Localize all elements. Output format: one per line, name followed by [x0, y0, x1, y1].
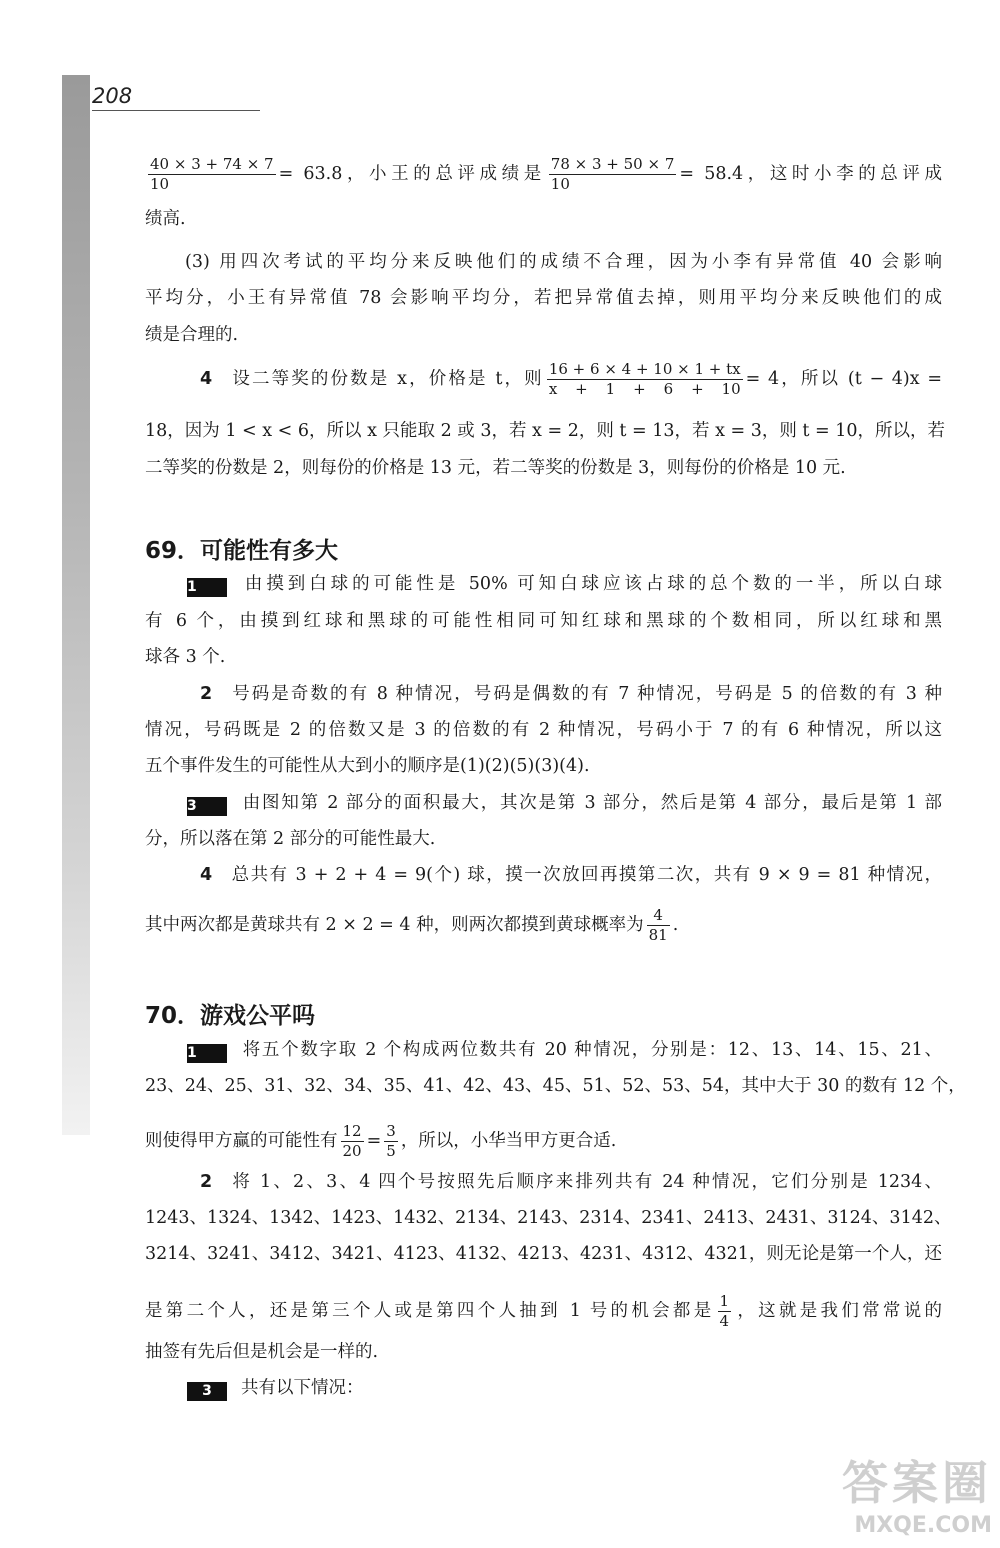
question-number-box: 3	[187, 1382, 227, 1401]
text-line	[187, 573, 942, 597]
text-line: (3) 用四次考试的平均分来反映他们的成绩不合理，因为小李有异常值 40 会影响	[185, 252, 942, 272]
text-run: 号码是奇数的有 8 种情况，号码是偶数的有 7 种情况，号码是 5 的倍数的有 3 种	[230, 684, 942, 704]
section-title: 69．可能性有多大	[145, 538, 339, 564]
text-run: 由摸到白球的可能性是 50% 可知白球应该占球的总个数的一半，所以白球	[241, 574, 942, 594]
fraction-denominator: 10	[150, 175, 170, 193]
text-run: 将 1、2、3、4 四个号按照先后顺序来排列共有 24 种情况，它们分别是 1234、	[230, 1172, 942, 1192]
text-line	[187, 1039, 942, 1063]
header-rule	[92, 110, 260, 111]
text-line: 1243、1324、1342、1423、1432、2134、2143、2314、2341、2413、2431、3124、3142、	[145, 1208, 952, 1228]
text-run: 由图知第 2 部分的面积最大，其次是第 3 部分，然后是第 4 部分，最后是第 1 部	[241, 793, 942, 813]
fraction-numerator: 78 × 3 + 50 × 7	[550, 155, 675, 173]
fraction-denominator: 10	[550, 175, 570, 193]
question-number: 2	[200, 684, 213, 704]
text-line	[145, 1122, 942, 1161]
text-run: = 63.8，小王的总评成绩是	[278, 164, 546, 184]
watermark-url: MXQE.COM	[854, 1513, 992, 1538]
margin-strip	[62, 75, 90, 1135]
text-line: 绩高.	[145, 209, 186, 229]
section-title: 70．游戏公平吗	[145, 1003, 316, 1029]
fraction-denominator: 4	[719, 1312, 730, 1330]
text-run: ，这就是我们常常说的	[734, 1301, 943, 1321]
question-number: 4	[200, 865, 213, 885]
text-line	[187, 792, 942, 816]
fraction	[718, 1292, 732, 1331]
watermark	[842, 1447, 992, 1538]
text-line	[187, 1377, 942, 1401]
fraction-denominator: 5	[386, 1142, 396, 1160]
text-line: 球各 3 个.	[145, 647, 226, 667]
text-line	[200, 864, 942, 886]
text-line	[145, 155, 942, 194]
text-line: 情况，号码既是 2 的倍数又是 3 的倍数的有 2 种情况，号码小于 7 的有 6 种情况，所以这	[145, 720, 942, 740]
text-line: 23、24、25、31、32、34、35、41、42、43、45、51、52、53、54，其中大于 30 的数有 12 个，	[145, 1076, 966, 1096]
fraction-numerator: 16 + 6 × 4 + 10 × 1 + tx	[548, 360, 741, 378]
fraction	[549, 155, 677, 194]
text-run: 其中两次都是黄球共有 2 × 2 = 4 种，则两次都摸到黄球概率为	[145, 915, 644, 935]
fraction	[341, 1122, 364, 1161]
fraction	[148, 155, 276, 194]
fraction-numerator: 12	[342, 1122, 362, 1140]
fraction-denominator: 20	[342, 1142, 362, 1160]
fraction	[384, 1122, 398, 1161]
text-line	[145, 906, 942, 945]
text-run: 总共有 3 + 2 + 4 = 9(个) 球，摸一次放回再摸第二次，共有 9 × 9 = 81 种情况，	[230, 865, 942, 885]
text-line: 分，所以落在第 2 部分的可能性最大.	[145, 829, 436, 849]
fraction-numerator: 4	[647, 906, 670, 926]
text-line: 3214、3241、3412、3421、4123、4132、4213、4231、4312、4321，则无论是第一个人，还	[145, 1244, 942, 1264]
text-run: 则使得甲方赢的可能性有	[145, 1131, 338, 1151]
text-line	[200, 1171, 942, 1193]
fraction-denominator: 81	[648, 926, 668, 944]
text-line: 二等奖的份数是 2，则每份的价格是 13 元，若二等奖的份数是 3，则每份的价格是 10 元.	[145, 458, 846, 478]
text-run: 共有以下情况：	[241, 1378, 364, 1398]
text-line	[145, 1292, 942, 1331]
text-run: = 58.4，这时小李的总评成	[679, 164, 942, 184]
question-number-box: 1	[187, 578, 227, 597]
fraction-numerator: 3	[386, 1122, 396, 1140]
text-line: 平均分，小王有异常值 78 会影响平均分，若把异常值去掉，则用平均分来反映他们的成	[145, 288, 942, 308]
fraction-numerator: 40 × 3 + 74 × 7	[150, 155, 274, 173]
text-run: 设二等奖的份数是 x，价格是 t，则	[230, 369, 544, 389]
question-number: 2	[200, 1172, 213, 1192]
text-line: 有 6 个，由摸到红球和黑球的可能性相同可知红球和黑球的个数相同，所以红球和黑	[145, 611, 942, 631]
text-line: 绩是合理的.	[145, 325, 239, 345]
text-run: = 4，所以 (t − 4)x =	[745, 369, 942, 389]
question-4-line	[200, 360, 942, 399]
page-number: 208	[92, 84, 133, 108]
fraction-numerator: 1	[719, 1292, 730, 1310]
text-run: ，所以，小华当甲方更合适.	[400, 1131, 617, 1151]
question-number-box: 3	[187, 797, 227, 816]
question-number: 4	[200, 369, 213, 389]
fraction-denominator: x + 1 + 6 + 10	[548, 380, 741, 398]
text-run: 将五个数字取 2 个构成两位数共有 20 种情况，分别是：12、13、14、15、21、	[241, 1040, 942, 1060]
watermark-logo: 答案圈	[842, 1456, 992, 1510]
text-run: .	[672, 915, 679, 935]
fraction	[647, 906, 670, 945]
question-number-box: 1	[187, 1044, 227, 1063]
text-line: 18，因为 1 < x < 6，所以 x 只能取 2 或 3，若 x = 2，则 t = 13，若 x = 3，则 t = 10，所以，若	[145, 421, 946, 441]
text-run: =	[366, 1131, 382, 1151]
fraction	[547, 360, 743, 399]
text-line: 抽签有先后但是机会是一样的.	[145, 1342, 379, 1362]
text-run: 是第二个人，还是第三个人或是第四个人抽到 1 号的机会都是	[145, 1301, 715, 1321]
text-line	[200, 683, 942, 705]
text-line: 五个事件发生的可能性从大到小的顺序是(1)(2)(5)(3)(4).	[145, 756, 590, 776]
